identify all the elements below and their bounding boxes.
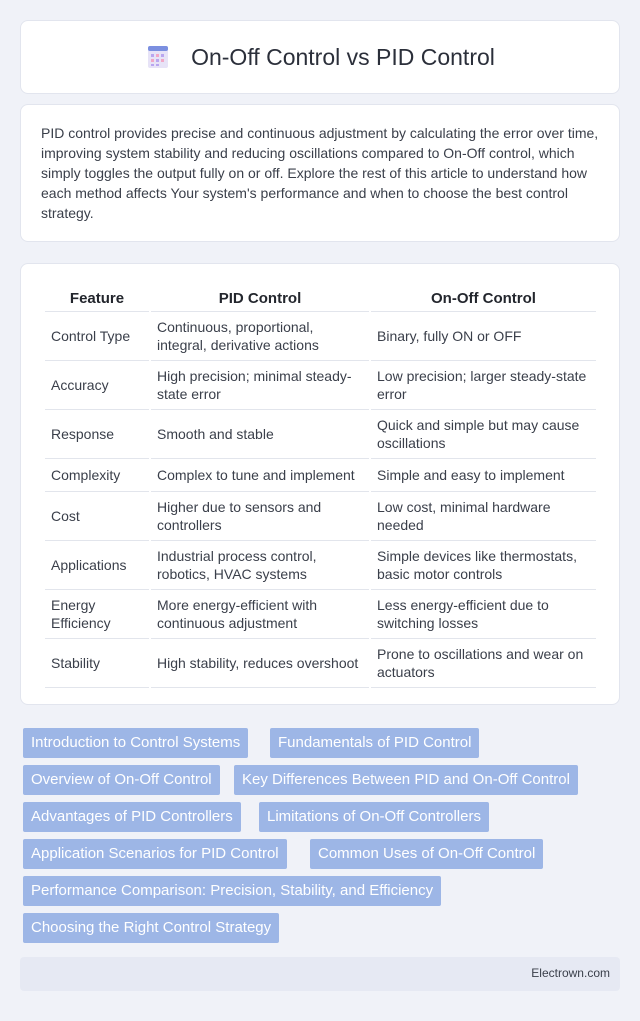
tag-key-differences[interactable]: Key Differences Between PID and On-Off Control (234, 765, 578, 795)
table-cell-onoff: Low precision; larger steady-state error (371, 361, 596, 410)
table-cell-onoff: Binary, fully ON or OFF (371, 312, 596, 361)
comparison-table (43, 284, 598, 688)
tag-fundamentals-of-pid-control[interactable]: Fundamentals of PID Control (270, 728, 479, 758)
tag-overview-of-on-off-control[interactable]: Overview of On-Off Control (23, 765, 220, 795)
table-cell-pid: High stability, reduces overshoot (151, 639, 369, 688)
table-cell-pid: High precision; minimal steady-state error (151, 361, 369, 410)
table-row (45, 639, 596, 688)
document-icon (145, 44, 171, 70)
table-cell-feature: Applications (45, 541, 149, 590)
column-header-feature: Feature (45, 284, 149, 312)
table-header-row (45, 284, 596, 312)
table-cell-onoff: Low cost, minimal hardware needed (371, 492, 596, 541)
table-row (45, 312, 596, 361)
table-cell-feature: Response (45, 410, 149, 459)
table-cell-onoff: Less energy-efficient due to switching losses (371, 590, 596, 639)
column-header-pid: PID Control (151, 284, 369, 312)
table-cell-onoff: Simple devices like thermostats, basic motor controls (371, 541, 596, 590)
table-cell-feature: Accuracy (45, 361, 149, 410)
table-cell-pid: More energy-efficient with continuous adjustment (151, 590, 369, 639)
table-cell-onoff: Simple and easy to implement (371, 459, 596, 492)
tag-introduction-to-control-systems[interactable]: Introduction to Control Systems (23, 728, 248, 758)
table-cell-feature: Complexity (45, 459, 149, 492)
title-card (20, 20, 620, 94)
tag-advantages-of-pid-controllers[interactable]: Advantages of PID Controllers (23, 802, 241, 832)
intro-paragraph: PID control provides precise and continuous adjustment by calculating the error over time, improving system stability and reducing oscillations compared to On-Off control, which simply toggles the output fully on or off. Explore the rest of this article to understand how each method affects Your system's performance and when to choose the best control strategy. (41, 125, 599, 221)
table-row (45, 459, 596, 492)
intro-card (20, 104, 620, 242)
table-row (45, 410, 596, 459)
tag-common-uses-of-on-off-control[interactable]: Common Uses of On-Off Control (310, 839, 543, 869)
table-cell-pid: Industrial process control, robotics, HVAC systems (151, 541, 369, 590)
tag-limitations-of-on-off-controllers[interactable]: Limitations of On-Off Controllers (259, 802, 489, 832)
footer (20, 957, 620, 991)
table-row (45, 361, 596, 410)
footer-site-name[interactable]: Electrown.com (531, 966, 610, 980)
page-title: On-Off Control vs PID Control (191, 43, 495, 70)
tag-application-scenarios-for-pid-control[interactable]: Application Scenarios for PID Control (23, 839, 287, 869)
tag-choosing-the-right-control-strategy[interactable]: Choosing the Right Control Strategy (23, 913, 279, 943)
table-cell-pid: Complex to tune and implement (151, 459, 369, 492)
table-cell-pid: Smooth and stable (151, 410, 369, 459)
table-cell-feature: Control Type (45, 312, 149, 361)
table-cell-pid: Higher due to sensors and controllers (151, 492, 369, 541)
table-cell-onoff: Quick and simple but may cause oscillations (371, 410, 596, 459)
column-header-onoff: On-Off Control (371, 284, 596, 312)
table-row (45, 492, 596, 541)
table-cell-feature: Cost (45, 492, 149, 541)
table-cell-feature: Stability (45, 639, 149, 688)
table-row (45, 541, 596, 590)
table-cell-feature: Energy Efficiency (45, 590, 149, 639)
table-row (45, 590, 596, 639)
tag-performance-comparison[interactable]: Performance Comparison: Precision, Stability, and Efficiency (23, 876, 441, 906)
comparison-table-card (20, 263, 620, 705)
table-cell-pid: Continuous, proportional, integral, derivative actions (151, 312, 369, 361)
table-cell-onoff: Prone to oscillations and wear on actuators (371, 639, 596, 688)
